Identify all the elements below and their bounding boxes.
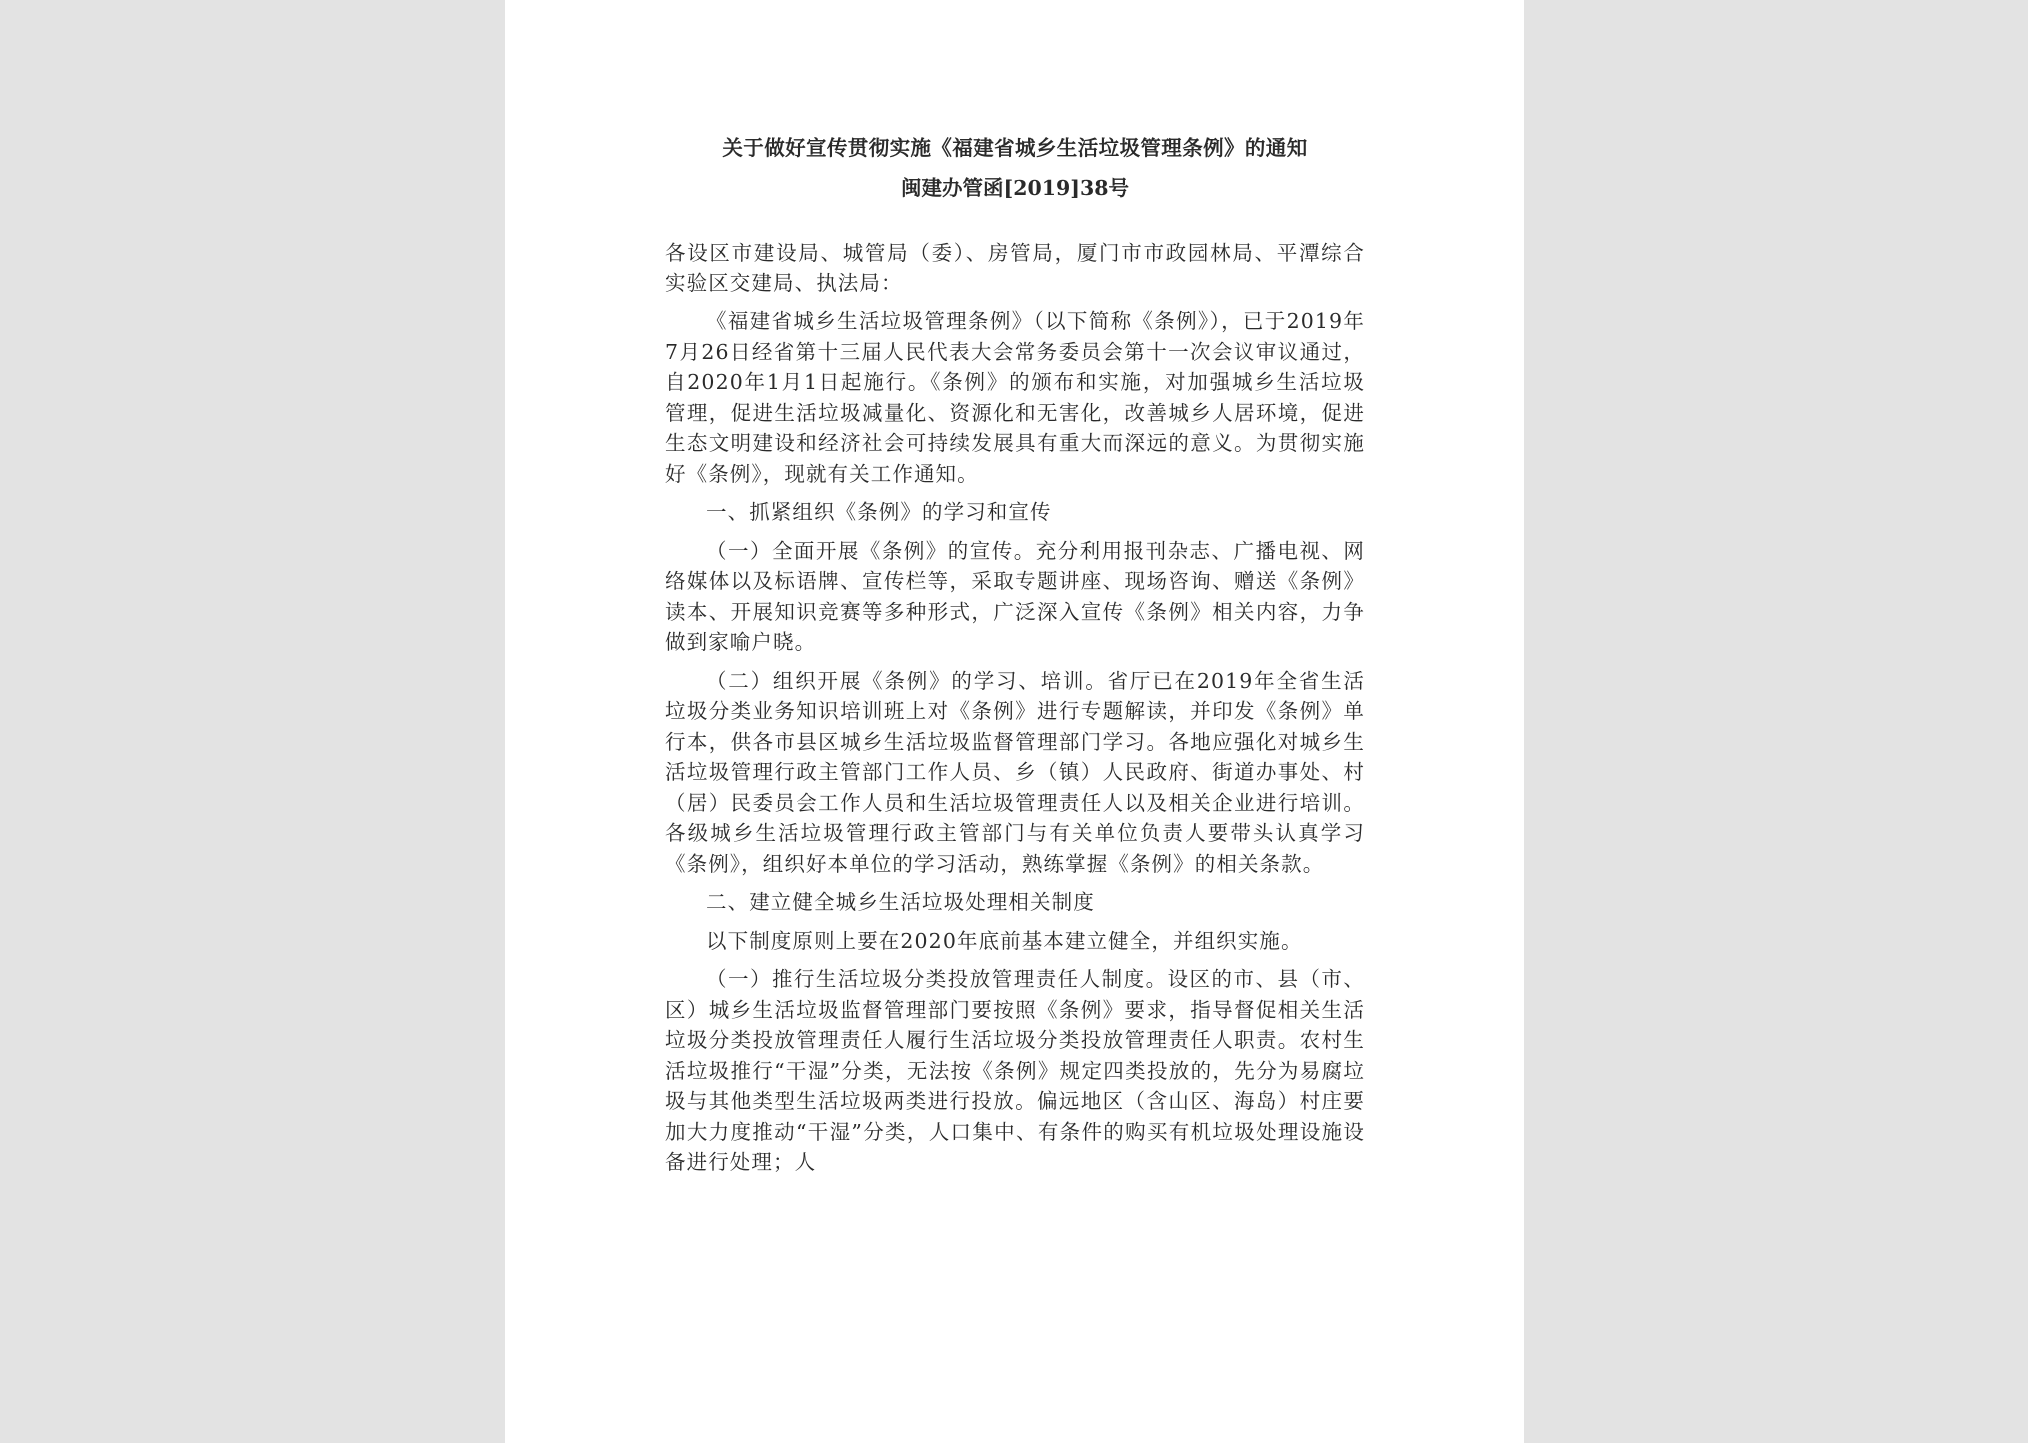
document-title: 关于做好宣传贯彻实施《福建省城乡生活垃圾管理条例》的通知	[722, 136, 1308, 160]
document-number: 闽建办管函[2019]38号	[901, 176, 1129, 200]
section-2-heading: 二、建立健全城乡生活垃圾处理相关制度	[706, 890, 1095, 914]
document-page	[505, 0, 1524, 1443]
addressee: 各设区市建设局、城管局（委）、房管局，厦门市市政园林局、平潭综合实验区交建局、执法局：	[665, 241, 1365, 295]
section-1-heading: 一、抓紧组织《条例》的学习和宣传	[706, 500, 1052, 524]
section-2-item-1: （一）推行生活垃圾分类投放管理责任人制度。设区的市、县（市、区）城乡生活垃圾监督管理部门要按照《条例》要求，指导督促相关生活垃圾分类投放管理责任人履行生活垃圾分类投放管理责任人职责。农村生活垃圾推行“干湿”分类，无法按《条例》规定四类投放的，先分为易腐垃圾与其他类型生活垃圾两类进行投放。偏远地区（含山区、海岛）村庄要加大力度推动“干湿”分类，人口集中、有条件的购买有机垃圾处理设施设备进行处理；人	[665, 967, 1365, 1174]
document-body	[665, 128, 1365, 1186]
section-2-intro: 以下制度原则上要在2020年底前基本建立健全，并组织实施。	[706, 928, 1303, 953]
section-1-item-2: （二）组织开展《条例》的学习、培训。省厅已在2019年全省生活垃圾分类业务知识培训班上对《条例》进行专题解读，并印发《条例》单行本，供各市县区城乡生活垃圾监督管理部门学习。各地应强化对城乡生活垃圾管理行政主管部门工作人员、乡（镇）人民政府、街道办事处、村（居）民委员会工作人员和生活垃圾管理责任人以及相关企业进行培训。各级城乡生活垃圾管理行政主管部门与有关单位负责人要带头认真学习《条例》，组织好本单位的学习活动，熟练掌握《条例》的相关条款。	[665, 668, 1365, 876]
intro-paragraph: 《福建省城乡生活垃圾管理条例》（以下简称《条例》），已于2019年7月26日经省第十三届人民代表大会常务委员会第十一次会议审议通过，自2020年1月1日起施行。《条例》的颁布和实施，对加强城乡生活垃圾管理，促进生活垃圾减量化、资源化和无害化，改善城乡人居环境，促进生态文明建设和经济社会可持续发展具有重大而深远的意义。为贯彻实施好《条例》，现就有关工作通知。	[665, 309, 1365, 486]
section-1-item-1: （一）全面开展《条例》的宣传。充分利用报刊杂志、广播电视、网络媒体以及标语牌、宣传栏等，采取专题讲座、现场咨询、赠送《条例》读本、开展知识竞赛等多种形式，广泛深入宣传《条例》相关内容，力争做到家喻户晓。	[665, 538, 1365, 654]
